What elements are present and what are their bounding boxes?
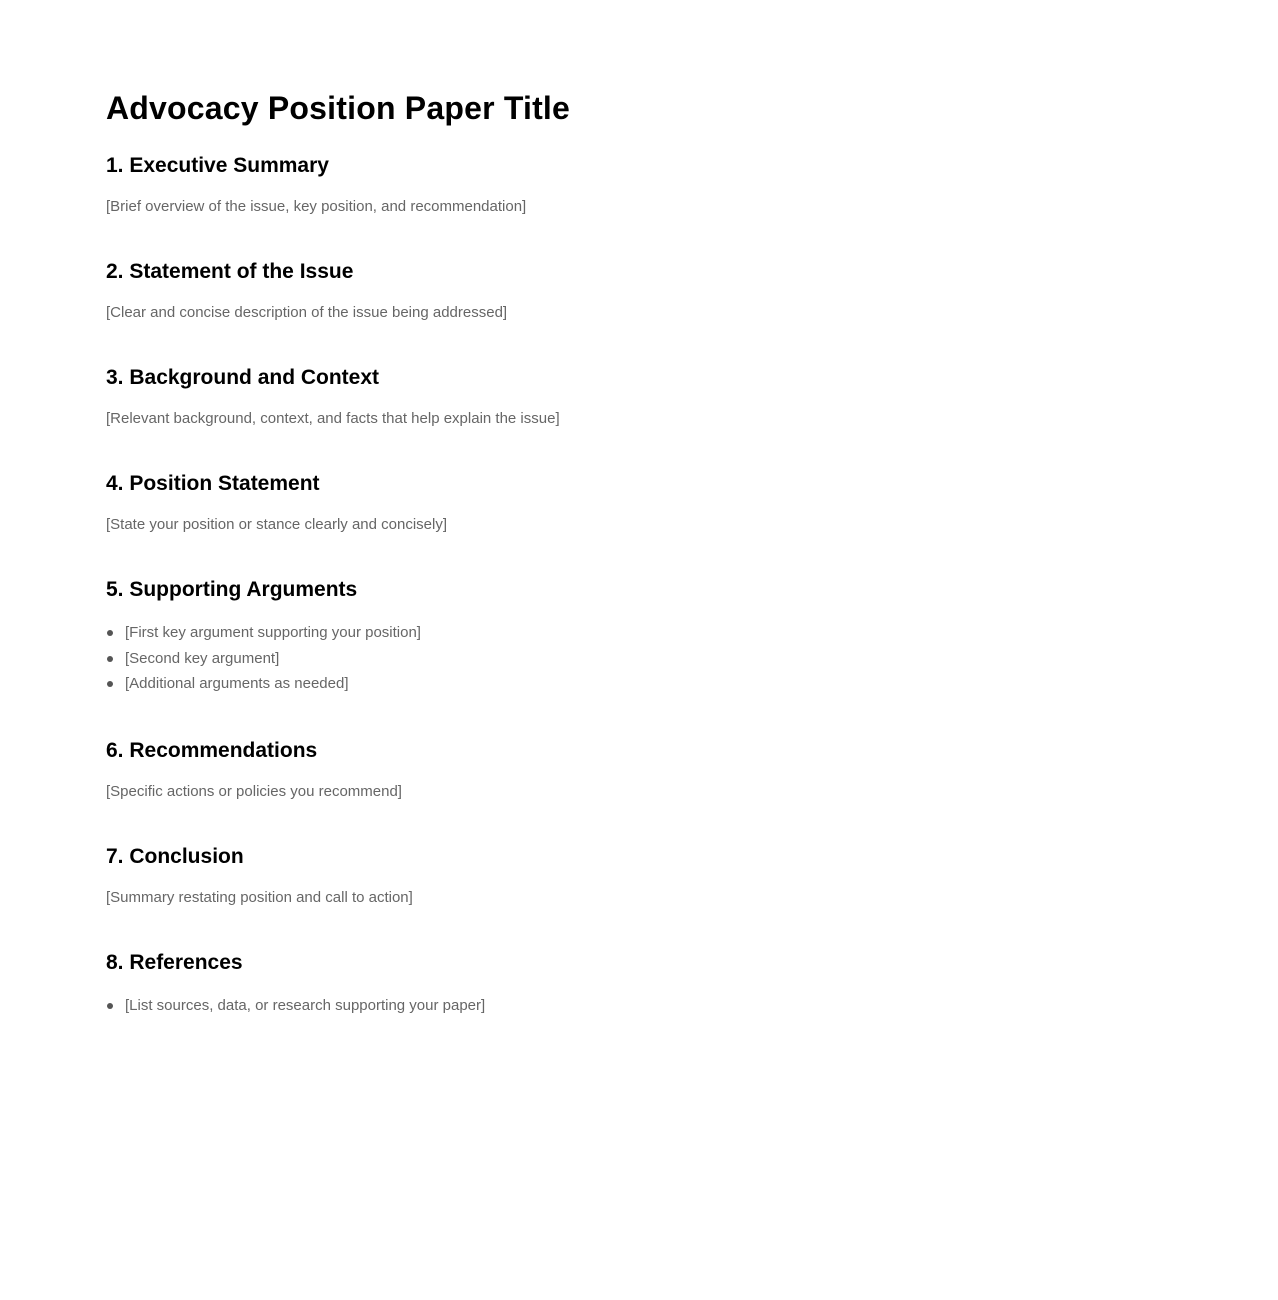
section-recommendations — [106, 737, 1278, 803]
document-title: Advocacy Position Paper Title — [106, 90, 571, 126]
bullet-icon — [107, 656, 113, 662]
section-heading: 2. Statement of the Issue — [106, 260, 354, 283]
bullet-icon — [107, 1003, 113, 1009]
section-executive-summary — [106, 152, 1278, 218]
section-heading: 1. Executive Summary — [106, 154, 329, 177]
section-position-statement — [106, 470, 1278, 536]
list-item — [106, 646, 1278, 672]
section-placeholder-text: [Relevant background, context, and facts that help explain the issue] — [106, 410, 560, 427]
section-placeholder-text: [Summary restating position and call to action] — [106, 888, 413, 906]
list-item-text: [First key argument supporting your position] — [125, 624, 421, 641]
section-heading: 4. Position Statement — [106, 472, 320, 495]
section-heading: 7. Conclusion — [106, 844, 244, 868]
bullet-icon — [107, 630, 113, 636]
bullet-list — [106, 620, 1278, 697]
section-statement-of-issue — [106, 258, 1278, 324]
section-placeholder-text: [Clear and concise description of the issue being addressed] — [106, 304, 508, 321]
list-item-text: [Second key argument] — [125, 649, 280, 667]
section-supporting-arguments — [106, 576, 1278, 697]
section-background-context — [106, 364, 1278, 430]
section-placeholder-text: [Specific actions or policies you recommend] — [106, 782, 402, 800]
list-item-text: [List sources, data, or research supporting your paper] — [125, 996, 486, 1014]
list-item — [106, 620, 1278, 646]
list-item — [106, 671, 1278, 697]
section-placeholder-text: [Brief overview of the issue, key position, and recommendation] — [106, 198, 527, 215]
list-item — [106, 993, 1278, 1019]
section-heading: 3. Background and Context — [106, 366, 380, 389]
section-references — [106, 949, 1278, 1019]
section-heading: 8. References — [106, 950, 243, 974]
section-conclusion — [106, 843, 1278, 909]
bullet-list — [106, 993, 1278, 1019]
section-placeholder-text: [State your position or stance clearly and concisely] — [106, 516, 448, 533]
section-heading: 5. Supporting Arguments — [106, 578, 358, 601]
bullet-icon — [107, 681, 113, 687]
list-item-text: [Additional arguments as needed] — [125, 675, 349, 692]
section-heading: 6. Recommendations — [106, 738, 318, 762]
